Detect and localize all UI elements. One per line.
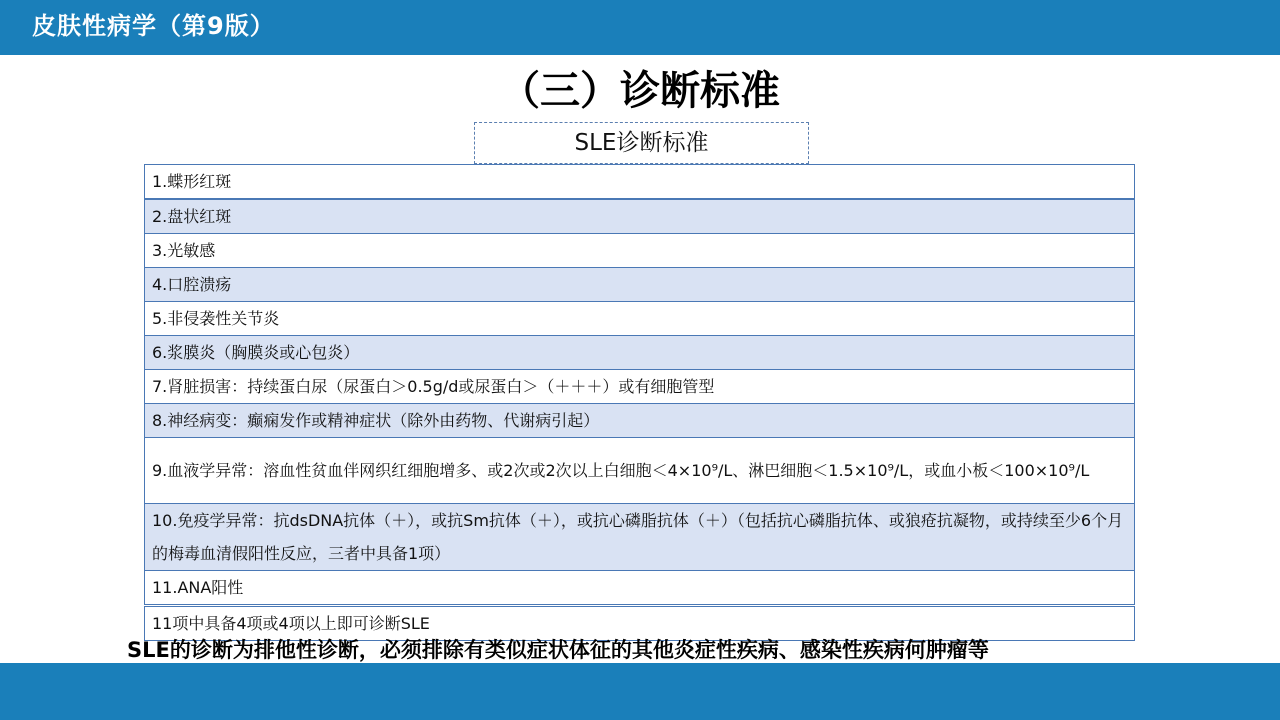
slide-title: （三）诊断标准	[500, 68, 780, 114]
conclusion-text: SLE的诊断为排他性诊断，必须排除有类似症状体征的其他炎症性疾病、感染性疾病何肿瘤等	[127, 638, 989, 662]
table-row	[145, 302, 1135, 336]
table-row	[145, 504, 1135, 571]
criteria-table	[144, 164, 1135, 641]
header-bar	[0, 0, 1280, 55]
criterion-cell: 11.ANA阳性	[145, 571, 1135, 606]
criterion-cell: 10.免疫学异常：抗dsDNA抗体（＋），或抗Sm抗体（＋），或抗心磷脂抗体（＋）（包括抗心磷脂抗体、或狼疮抗凝物，或持续至少6个月的梅毒血清假阳性反应，三者中具备1项）	[145, 504, 1135, 571]
criterion-cell: 7.肾脏损害：持续蛋白尿（尿蛋白＞0.5g/d或尿蛋白＞（＋＋＋）或有细胞管型	[145, 370, 1135, 404]
book-title: 皮肤性病学（第9版）	[32, 12, 275, 40]
criterion-cell: 9.血液学异常：溶血性贫血伴网织红细胞增多、或2次或2次以上白细胞＜4×10⁹/L、淋巴细胞＜1.5×10⁹/L，或血小板＜100×10⁹/L	[145, 438, 1135, 504]
criterion-cell: 2.盘状红斑	[145, 199, 1135, 234]
table-row	[145, 336, 1135, 370]
table-row	[145, 571, 1135, 606]
criterion-cell: 1.蝶形红斑	[145, 165, 1135, 200]
table-row	[145, 370, 1135, 404]
table-row	[145, 404, 1135, 438]
criterion-cell: 8.神经病变：癫痫发作或精神症状（除外由药物、代谢病引起）	[145, 404, 1135, 438]
table-row	[145, 438, 1135, 504]
criterion-cell: 5.非侵袭性关节炎	[145, 302, 1135, 336]
table-row	[145, 165, 1135, 200]
table-caption: SLE诊断标准	[474, 122, 809, 164]
footer-bar	[0, 663, 1280, 720]
summary-cell: 11项中具备4项或4项以上即可诊断SLE	[145, 606, 1135, 641]
criterion-cell: 3.光敏感	[145, 234, 1135, 268]
table-row	[145, 199, 1135, 234]
criterion-cell: 4.口腔溃疡	[145, 268, 1135, 302]
criterion-cell: 6.浆膜炎（胸膜炎或心包炎）	[145, 336, 1135, 370]
table-row	[145, 268, 1135, 302]
table-row	[145, 234, 1135, 268]
